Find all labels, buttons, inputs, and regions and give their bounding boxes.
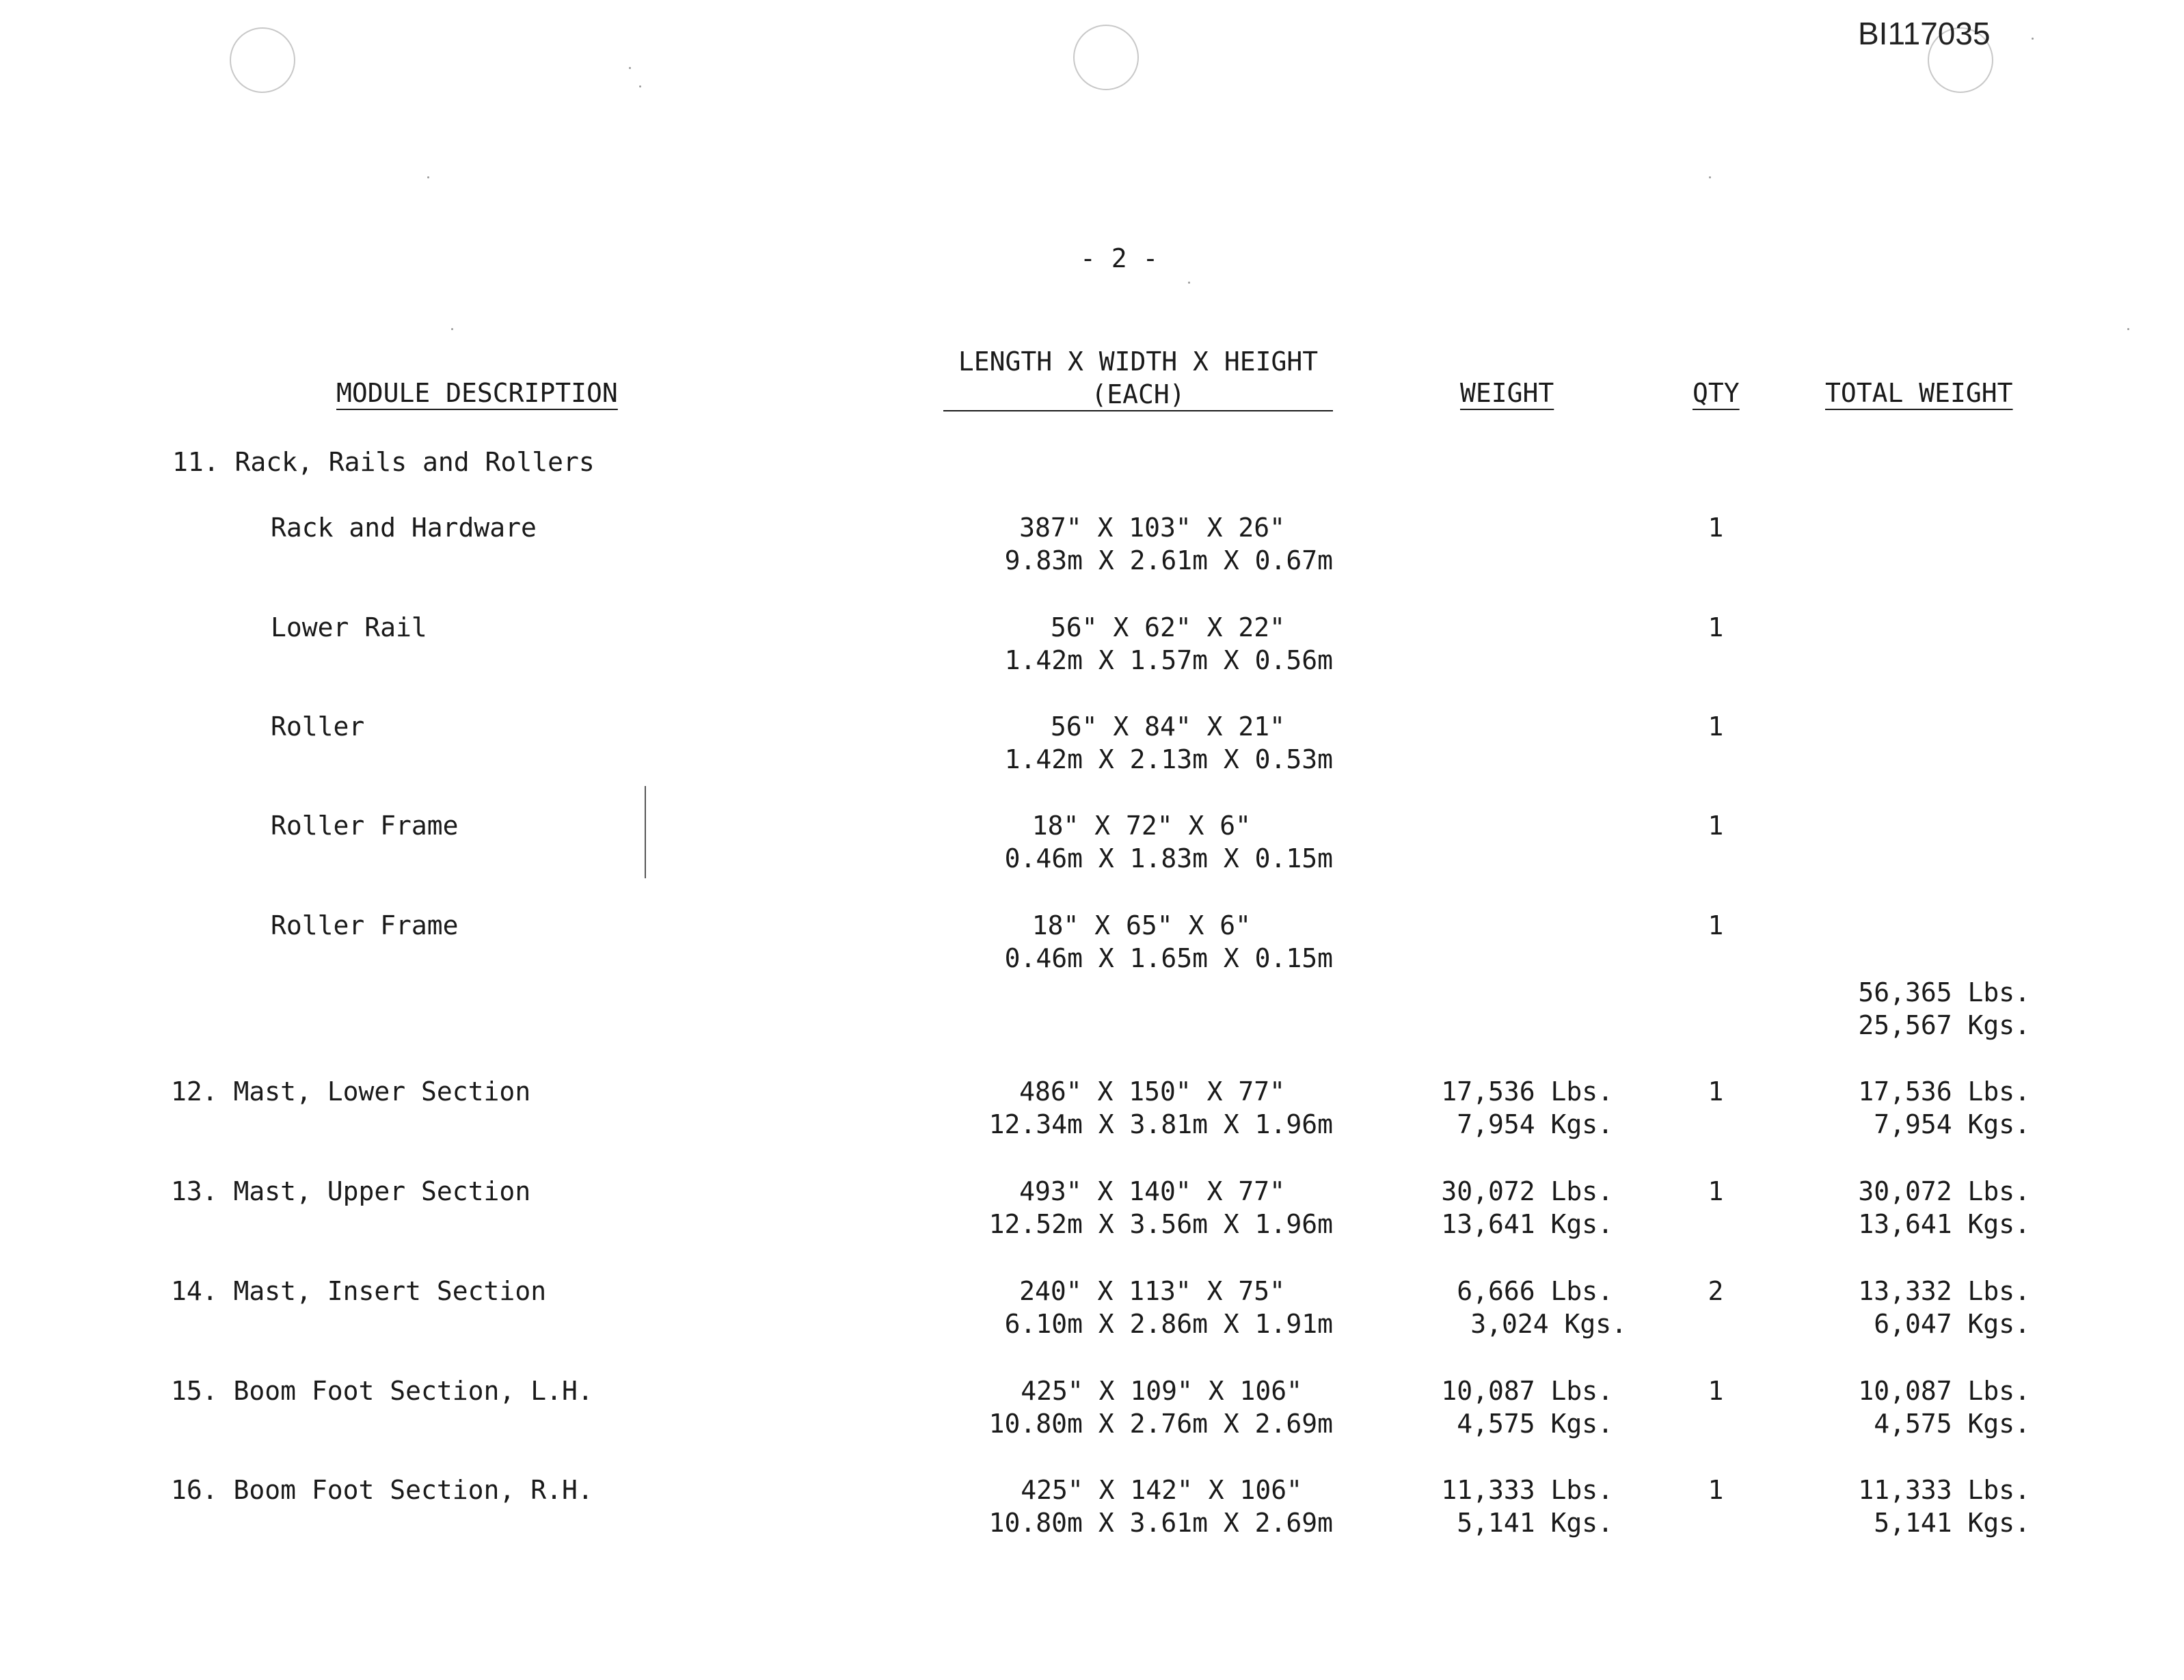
scan-speck: [629, 67, 631, 69]
page-number: - 2 -: [1080, 243, 1159, 273]
group-total-kgs: 25,567 Kgs.: [1858, 1010, 2030, 1040]
module-qty: 1: [1708, 1376, 1724, 1406]
module-weight-lbs: 30,072 Lbs.: [1441, 1176, 1613, 1206]
scan-speck: [2127, 328, 2129, 330]
sub-item-dimensions-inches: 18" X 72" X 6": [1032, 811, 1251, 841]
punch-hole-left: [230, 27, 295, 93]
sub-item-dimensions-metric: 0.46m X 1.65m X 0.15m: [1004, 943, 1333, 973]
scan-speck: [1709, 176, 1711, 178]
sub-item-description: Rack and Hardware: [271, 513, 537, 543]
header-dimensions-rule: [943, 410, 1333, 411]
module-total-kgs: 6,047 Kgs.: [1874, 1309, 2030, 1339]
module-total-lbs: 13,332 Lbs.: [1858, 1276, 2030, 1306]
scan-speck: [2032, 38, 2034, 40]
module-dimensions-inches: 425" X 142" X 106": [1021, 1475, 1302, 1505]
scan-speck: [1188, 282, 1190, 284]
sub-item-dimensions-metric: 1.42m X 2.13m X 0.53m: [1004, 744, 1333, 774]
punch-hole-center: [1073, 25, 1139, 90]
sub-item-dimensions-metric: 0.46m X 1.83m X 0.15m: [1004, 843, 1333, 873]
header-total-weight: TOTAL WEIGHT: [1825, 378, 2013, 408]
sub-item-dimensions-inches: 56" X 84" X 21": [1050, 712, 1285, 742]
header-dimensions-line1: LENGTH X WIDTH X HEIGHT: [958, 347, 1319, 377]
module-weight-kgs: 7,954 Kgs.: [1457, 1109, 1613, 1139]
module-description: 12. Mast, Lower Section: [171, 1076, 531, 1107]
module-qty: 1: [1708, 1076, 1724, 1107]
module-dimensions-metric: 10.80m X 3.61m X 2.69m: [988, 1508, 1333, 1538]
module-weight-lbs: 6,666 Lbs.: [1457, 1276, 1613, 1306]
module-qty: 1: [1708, 1475, 1724, 1505]
scan-speck: [427, 176, 429, 178]
module-weight-kgs: 4,575 Kgs.: [1457, 1409, 1613, 1439]
module-qty: 2: [1708, 1276, 1724, 1306]
module-weight-kgs: 5,141 Kgs.: [1457, 1508, 1613, 1538]
module-weight-lbs: 11,333 Lbs.: [1441, 1475, 1613, 1505]
module-description: 13. Mast, Upper Section: [171, 1176, 531, 1206]
module-weight-lbs: 10,087 Lbs.: [1441, 1376, 1613, 1406]
header-weight: WEIGHT: [1460, 378, 1554, 408]
sub-item-qty: 1: [1708, 612, 1724, 642]
header-qty: QTY: [1693, 378, 1740, 408]
module-dimensions-metric: 6.10m X 2.86m X 1.91m: [1004, 1309, 1333, 1339]
module-total-kgs: 13,641 Kgs.: [1858, 1209, 2030, 1239]
sub-item-dimensions-inches: 56" X 62" X 22": [1050, 612, 1285, 642]
group-title: 11. Rack, Rails and Rollers: [172, 447, 595, 477]
module-total-lbs: 17,536 Lbs.: [1858, 1076, 2030, 1107]
sub-item-description: Roller Frame: [271, 811, 459, 841]
module-weight-kgs: 13,641 Kgs.: [1441, 1209, 1613, 1239]
sub-item-description: Roller Frame: [271, 910, 459, 940]
module-total-kgs: 7,954 Kgs.: [1874, 1109, 2030, 1139]
sub-item-description: Roller: [271, 712, 365, 742]
sub-item-qty: 1: [1708, 712, 1724, 742]
module-total-lbs: 10,087 Lbs.: [1858, 1376, 2030, 1406]
module-qty: 1: [1708, 1176, 1724, 1206]
document-id: BI117035: [1858, 16, 1991, 51]
header-module-description: MODULE DESCRIPTION: [336, 378, 618, 408]
header-dimensions: [943, 345, 1333, 411]
module-weight-kgs: 3,024 Kgs.: [1470, 1309, 1627, 1339]
sub-item-qty: 1: [1708, 910, 1724, 940]
module-description: 15. Boom Foot Section, L.H.: [171, 1376, 593, 1406]
sub-item-qty: 1: [1708, 513, 1724, 543]
group-total-lbs: 56,365 Lbs.: [1858, 977, 2030, 1007]
module-dimensions-inches: 240" X 113" X 75": [1019, 1276, 1285, 1306]
module-dimensions-metric: 12.52m X 3.56m X 1.96m: [988, 1209, 1333, 1239]
module-dimensions-inches: 486" X 150" X 77": [1019, 1076, 1285, 1107]
header-dimensions-line2: (EACH): [1091, 379, 1185, 409]
sub-item-dimensions-inches: 387" X 103" X 26": [1019, 513, 1285, 543]
module-weight-lbs: 17,536 Lbs.: [1441, 1076, 1613, 1107]
module-description: 16. Boom Foot Section, R.H.: [171, 1475, 593, 1505]
sub-item-qty: 1: [1708, 811, 1724, 841]
sub-item-dimensions-metric: 9.83m X 2.61m X 0.67m: [1004, 545, 1333, 575]
module-dimensions-metric: 10.80m X 2.76m X 2.69m: [988, 1409, 1333, 1439]
module-total-kgs: 5,141 Kgs.: [1874, 1508, 2030, 1538]
module-total-kgs: 4,575 Kgs.: [1874, 1409, 2030, 1439]
scan-speck: [451, 328, 453, 330]
module-total-lbs: 30,072 Lbs.: [1858, 1176, 2030, 1206]
scan-speck: [639, 85, 641, 87]
sub-item-description: Lower Rail: [271, 612, 427, 642]
module-description: 14. Mast, Insert Section: [171, 1276, 547, 1306]
sub-item-dimensions-metric: 1.42m X 1.57m X 0.56m: [1004, 645, 1333, 675]
module-dimensions-metric: 12.34m X 3.81m X 1.96m: [988, 1109, 1333, 1139]
sub-item-dimensions-inches: 18" X 65" X 6": [1032, 910, 1251, 940]
module-dimensions-inches: 493" X 140" X 77": [1019, 1176, 1285, 1206]
module-total-lbs: 11,333 Lbs.: [1858, 1475, 2030, 1505]
margin-mark: [645, 786, 646, 878]
module-dimensions-inches: 425" X 109" X 106": [1021, 1376, 1302, 1406]
